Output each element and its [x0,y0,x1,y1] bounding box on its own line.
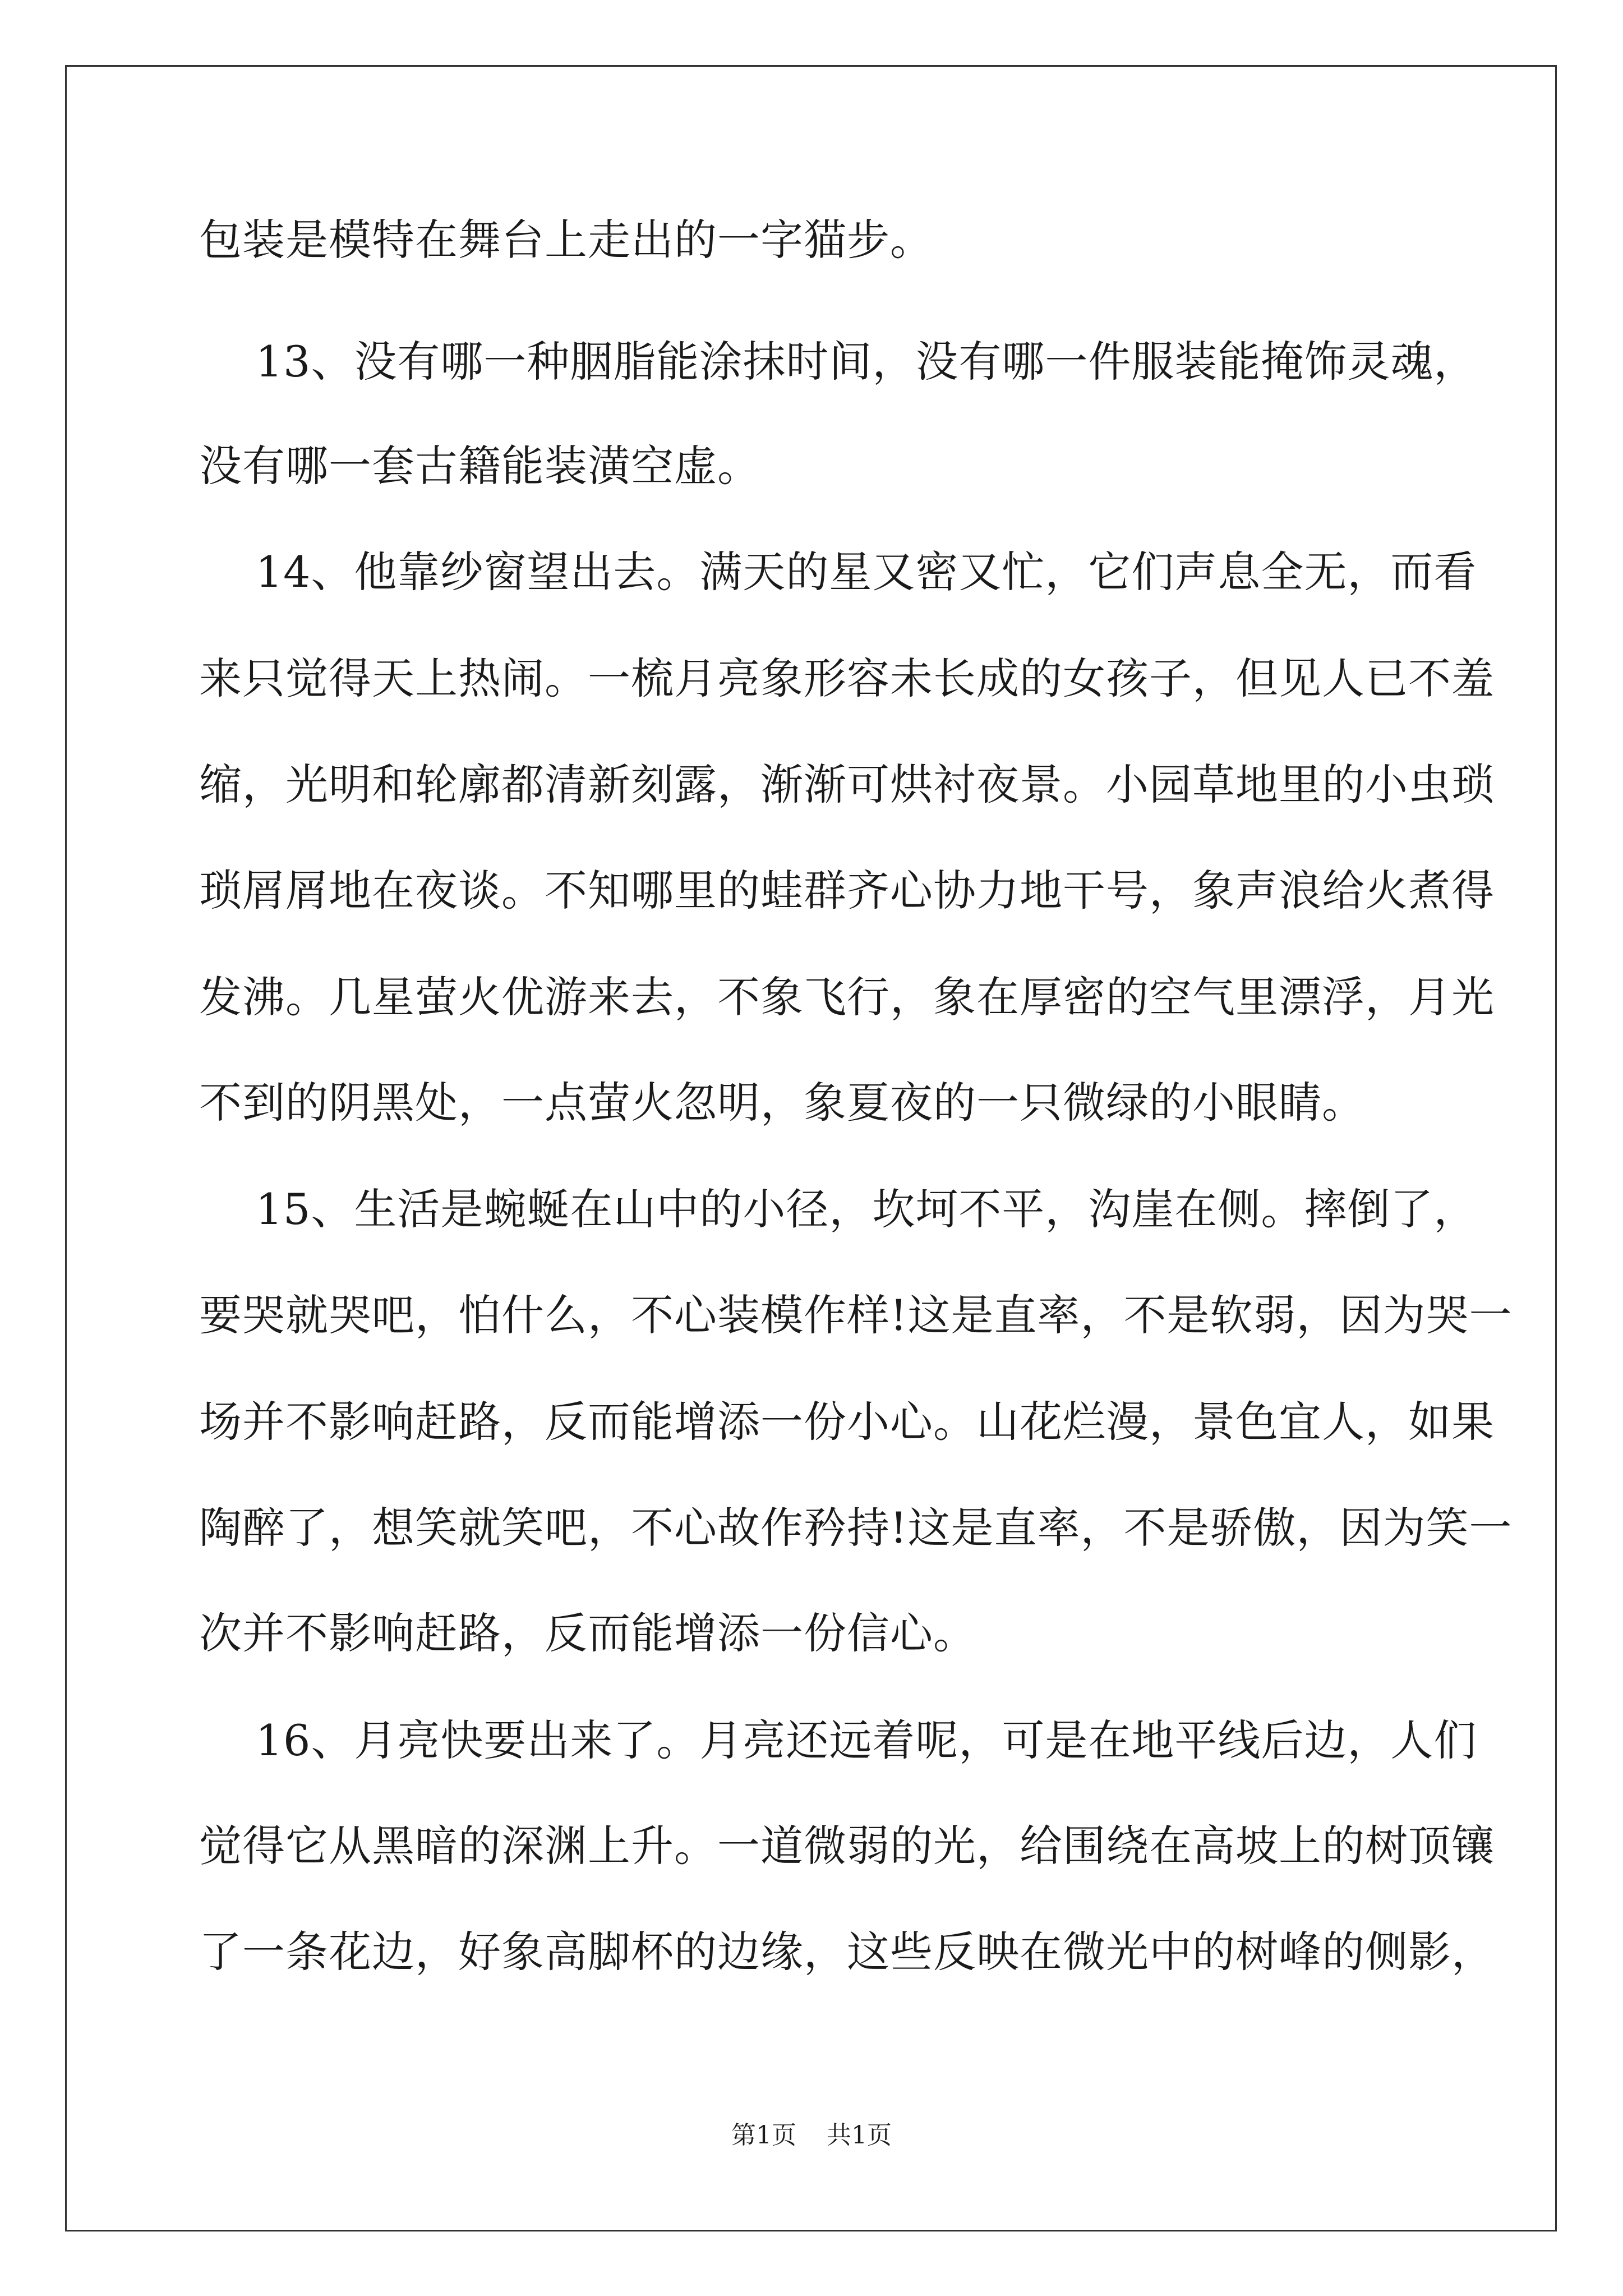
text-line: 了一条花边，好象高脚杯的边缘，这些反映在微光中的树峰的侧影， [199,1927,1495,1977]
text-line: 15、生活是蜿蜒在山中的小径，坎坷不平，沟崖在侧。摔倒了， [199,1184,1477,1234]
text-line: 发沸。几星萤火优游来去，不象飞行，象在厚密的空气里漂浮，月光 [199,972,1495,1022]
text-line: 13、没有哪一种胭脂能涂抹时间，没有哪一件服装能掩饰灵魂， [199,337,1477,386]
page-footer [0,2122,1623,2150]
text-line: 14、他靠纱窗望出去。满天的星又密又忙，它们声息全无，而看 [199,547,1477,597]
text-line: 要哭就哭吧，怕什么，不心装模作样!这是直率，不是软弱，因为哭一 [199,1290,1513,1340]
text-line: 没有哪一套古籍能装潢空虚。 [199,441,760,491]
text-line: 来只觉得天上热闹。一梳月亮象形容未长成的女孩子，但见人已不羞 [199,654,1495,703]
text-line: 不到的阴黑处，一点萤火忽明，象夏夜的一只微绿的小眼睛。 [199,1078,1365,1128]
text-line: 缩，光明和轮廓都清新刻露，渐渐可烘衬夜景。小园草地里的小虫琐 [199,760,1495,809]
text-line: 16、月亮快要出来了。月亮还远着呢，可是在地平线后边，人们 [199,1715,1477,1765]
text-line: 包装是模特在舞台上走出的一字猫步。 [199,215,933,265]
page-border [65,65,1557,2231]
text-line: 觉得它从黑暗的深渊上升。一道微弱的光，给围绕在高坡上的树顶镶 [199,1821,1495,1871]
page-total: 共1页 [827,2121,892,2150]
text-line: 琐屑屑地在夜谈。不知哪里的蛙群齐心协力地干号，象声浪给火煮得 [199,866,1495,915]
text-line: 次并不影响赶路，反而能增添一份信心。 [199,1608,976,1658]
page-number: 第1页 [731,2121,796,2150]
text-line: 陶醉了，想笑就笑吧，不心故作矜持!这是直率，不是骄傲，因为笑一 [199,1503,1513,1553]
text-line: 场并不影响赶路，反而能增添一份小心。山花烂漫，景色宜人，如果 [199,1397,1495,1447]
